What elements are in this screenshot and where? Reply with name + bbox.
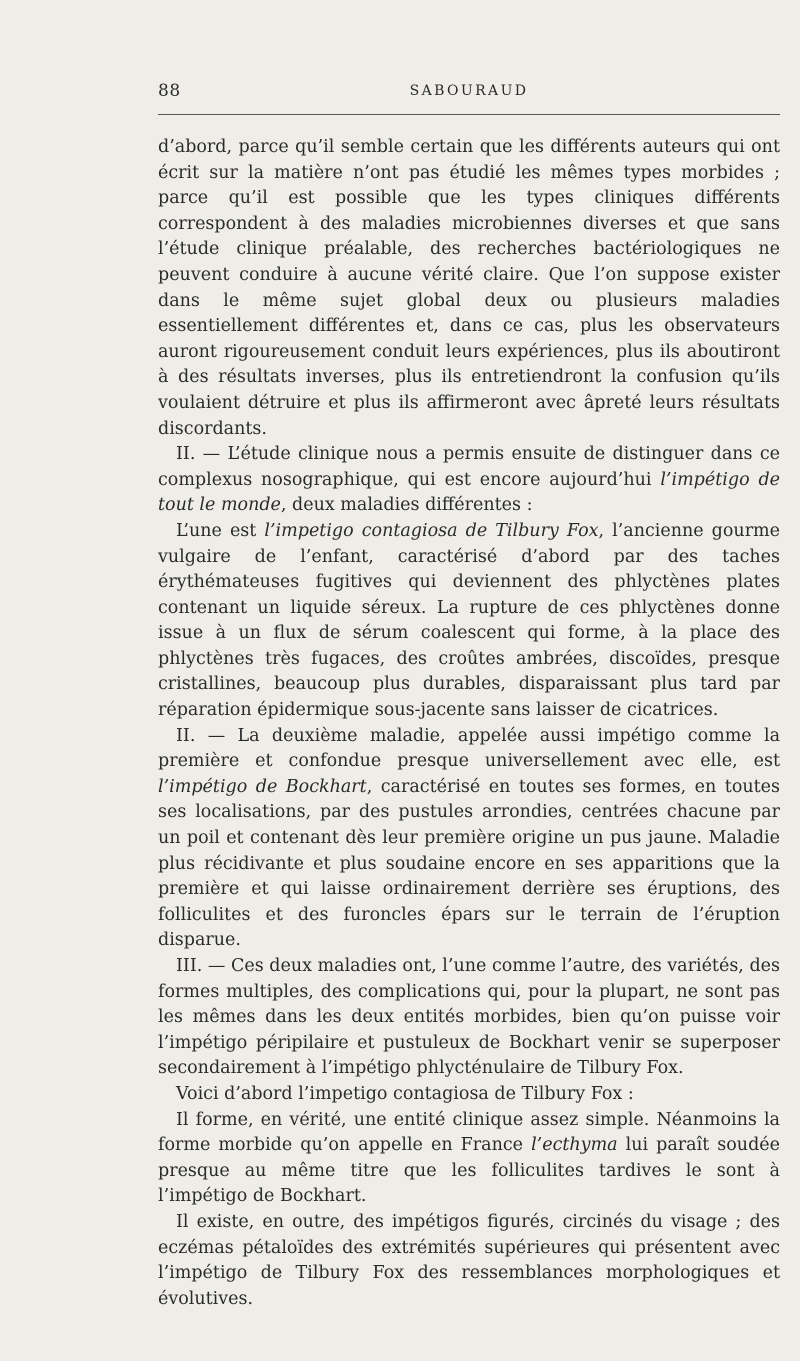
- paragraph-text: Voici d’abord l’impetigo contagiosa de Tilbury Fox :: [176, 1083, 634, 1104]
- paragraph: [158, 724, 780, 954]
- header-rule: [158, 114, 780, 115]
- paragraph-text: Il existe, en outre, des impétigos figurés, circinés du visage ; des eczémas pétaloïdes des extrémités supérieures qui présentent avec l’impétigo de Tilbury Fox des ressemblances morphologiques et évolutives.: [158, 1211, 780, 1309]
- italic-term: l’impétigo de tout le monde: [158, 469, 780, 516]
- paragraph: [158, 135, 780, 442]
- body-text: [158, 135, 780, 1312]
- paragraph-text: III. — Ces deux maladies ont, l’une comme l’autre, des variétés, des formes multiples, des complications qui, pour la plupart, ne sont pas les mêmes dans les deux entités morbides, bien qu’on puisse voir l’impétigo péripilaire et pustuleux de Bockhart venir se superposer secondairement à l’impétigo phlycténulaire de Tilbury Fox.: [158, 956, 780, 1079]
- paragraph-text: Il forme, en vérité, une entité clinique assez simple. Néanmoins la forme morbide qu’on appelle en France: [158, 1109, 780, 1156]
- paragraph: [158, 1108, 780, 1210]
- paragraph: [158, 954, 780, 1082]
- paragraph-text: , caractérisé en toutes ses formes, en toutes ses localisations, par des pustules arrondies, centrées chacune par un poil et contenant dès leur première origine un pus jaune. Maladie plus récidivante et plus soudaine encore en ses apparitions que la première et qui laisse ordinairement derrière ses éruptions, des folliculites et des furoncles épars sur le terrain de l’éruption disparue.: [158, 776, 780, 951]
- italic-term: l’ecthyma: [531, 1135, 618, 1156]
- page-number: 88: [158, 81, 181, 101]
- running-head: SABOURAUD: [409, 83, 529, 99]
- paragraph: [158, 1082, 780, 1108]
- paragraph: [158, 519, 780, 724]
- paragraph-text: II. — L’étude clinique nous a permis ensuite de distinguer dans ce complexus nosographique, qui est encore aujourd’hui: [158, 444, 780, 490]
- paragraph: [158, 1210, 780, 1312]
- paragraph-text: , deux maladies différentes :: [280, 495, 533, 516]
- paragraph-text: L’une est: [176, 520, 265, 541]
- paragraph-text: , l’ancienne gourme vulgaire de l’enfant, caractérisé d’abord par des taches érythémateuses fugitives qui deviennent des phlyctènes plates contenant un liquide séreux. La rupture de ces phlyctènes donne issue à un flux de sérum coalescent qui forme, à la place des phlyctènes très fugaces, des croûtes ambrées, discoïdes, presque cristallines, beaucoup plus durables, disparaissant plus tard par réparation épidermique sous-jacente sans laisser de cicatrices.: [158, 520, 781, 721]
- paragraph-text: lui paraît soudée presque au même titre que les folliculites tardives le sont à l’impétigo de Bockhart.: [158, 1135, 780, 1207]
- paragraph-text: d’abord, parce qu’il semble certain que les différents auteurs qui ont écrit sur la matière n’ont pas étudié les mêmes types morbides ; parce qu’il est possible que les types cliniques différents correspondent à des maladies microbiennes diverses et que sans l’étude clinique préalable, des recherches bactériologiques ne peuvent conduire à aucune vérité claire. Que l’on suppose exister dans le même sujet global deux ou plusieurs maladies essentiellement différentes et, dans ce cas, plus les observateurs auront rigoureusement conduit leurs expériences, plus ils aboutiront à des résultats inverses, plus ils entretiendront la confusion qu’ils voulaient détruire et plus ils affirmeront avec âpreté leurs résultats discordants.: [158, 137, 780, 439]
- italic-term: l’impetigo contagiosa de Tilbury Fox: [264, 520, 599, 541]
- paragraph: [158, 442, 780, 519]
- page-header: [158, 81, 780, 105]
- paragraph-text: II. — La deuxième maladie, appelée aussi impétigo comme la première et confondue presque universellement avec elle, est: [158, 725, 780, 772]
- italic-term: l’impétigo de Bockhart: [158, 776, 367, 797]
